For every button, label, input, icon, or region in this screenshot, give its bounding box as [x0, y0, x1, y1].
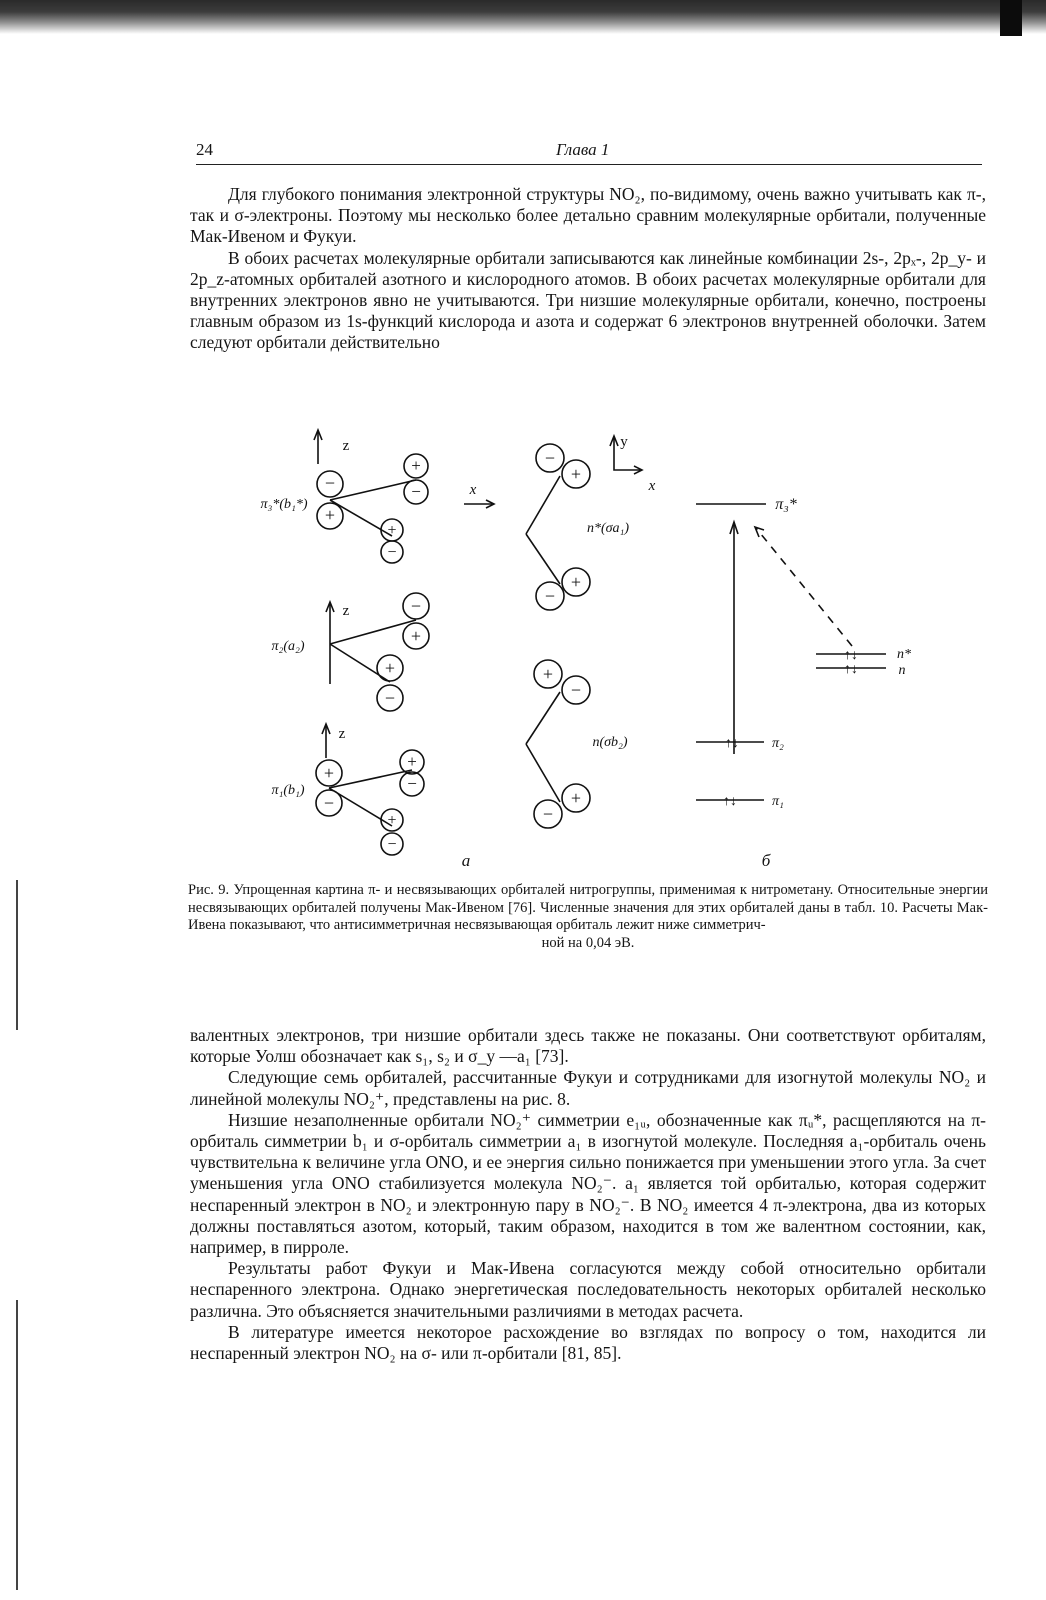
scan-edge-shadow [0, 0, 1046, 34]
orbital-label-pi1: π₁(b₁) [271, 783, 305, 798]
lobe-plus: + [570, 788, 582, 808]
lobe-minus: − [542, 804, 554, 824]
lobe-plus: + [570, 572, 582, 592]
orbital-label-pi2: π₂(a₂) [271, 639, 305, 654]
level-label-n-star: n* [897, 647, 911, 662]
lobe-plus: + [570, 464, 582, 484]
margin-mark [16, 1300, 18, 1590]
margin-mark [16, 880, 18, 1030]
lobe-minus: − [323, 793, 335, 813]
paragraph: Для глубокого понимания электронной структуры NO₂, по-видимому, очень важно учитывать как π-, так и σ-электроны. Поэтому мы несколько более детально сравним молекулярные орбитали, полученные Мак-Ивеном и Фукуи. [190, 184, 986, 247]
paragraph: Результаты работ Фукуи и Мак-Ивена согласуются между собой относительно орбитали неспаренного электрона. Однако энергетическая последовательность некоторых орбиталей несколько различна. Это объясняется значительными различиями в методах расчета. [190, 1258, 986, 1321]
electron-pair: ↑↓ [844, 648, 858, 663]
scan-edge-mark [1000, 0, 1022, 36]
figure-caption [188, 882, 988, 952]
lobe-plus: + [387, 522, 397, 539]
lobe-plus: + [410, 626, 422, 646]
lobe-minus: − [410, 596, 422, 616]
panel-label-a: а [461, 851, 471, 870]
lobe-minus: − [411, 482, 421, 501]
lobe-minus: − [407, 774, 417, 793]
body-text-top [190, 184, 986, 354]
level-label-pi3: π₃* [775, 496, 797, 513]
caption-label: Рис. 9. [188, 882, 230, 898]
running-header [196, 140, 982, 165]
lobe-plus: + [407, 752, 417, 771]
orbital-diagram [196, 424, 986, 874]
paragraph: Низшие незаполненные орбитали NO₂⁺ симметрии e₁ᵤ, обозначенные как πᵤ*, расщепляются на π-орбиталь симметрии b₁ и σ-орбиталь симметрии a₁ в изогнутой молекуле. Последняя a₁-орбиталь очень чувствительна к величине угла ONO, и ее энергия сильно понижается при уменьшении этого угла. За счет уменьшения угла ONO стабилизуется молекула NO₂⁻. a₁ является той орбиталью, которая содержит неспаренный электрон в NO₂ и электронную пару в NO₂⁻. В NO₂ имеется 4 π-электрона, два из которых должны поставляться азотом, который, таким образом, находится в том же валентном состоянии, как, например, в пирроле. [190, 1109, 986, 1258]
level-label-pi1: π₁ [772, 794, 784, 809]
figure-9 [196, 424, 986, 874]
lobe-minus: − [387, 836, 397, 853]
lobe-minus: − [544, 586, 556, 606]
electron-pair: ↑↓ [725, 736, 739, 751]
axis-label-z: z [338, 726, 346, 742]
chapter-title: Глава 1 [556, 140, 610, 159]
lobe-plus: + [323, 763, 335, 783]
axis-label-z: z [342, 438, 350, 454]
paragraph: В литературе имеется некоторое расхождение во взглядах по вопросу о том, находится ли неспаренный электрон NO₂ на σ- или π-орбитали [81, 85]. [190, 1321, 986, 1364]
lobe-minus: − [384, 688, 396, 708]
orbital-label-n: n(σb₂) [592, 735, 628, 750]
lobe-plus: + [384, 658, 396, 678]
orbital-label-pi3: π₃*(b₁*) [260, 497, 308, 512]
paragraph: В обоих расчетах молекулярные орбитали записываются как линейные комбинации 2s-, 2pₓ-, 2p_y- и 2p_z-атомных орбиталей азотного и кислородного атомов. В обоих расчетах молекулярные орбитали для внутренних электронов явно не учитываются. Три низшие молекулярные орбитали, конечно, построены главным образом из 1s-функций кислорода и азота и содержат 6 электронов внутренней оболочки. Затем следуют орбитали действительно [190, 247, 986, 353]
orbital-label-n-star: n*(σa₁) [586, 521, 630, 536]
level-label-n: n [898, 663, 906, 678]
paragraph: валентных электронов, три низшие орбитали здесь также не показаны. Они соответствуют орбиталям, которые Уолш обозначает как s₁, s₂ и σ_y —a₁ [73]. [190, 1025, 986, 1067]
caption-last-line: ной на 0,04 эВ. [541, 934, 635, 951]
lobe-plus: + [411, 456, 421, 475]
page-number: 24 [196, 140, 213, 159]
axis-label-x: x [648, 478, 656, 494]
axis-label-z: z [342, 603, 350, 619]
paragraph: Следующие семь орбиталей, рассчитанные Фукуи и сотрудниками для изогнутой молекулы NO₂ и линейной молекулы NO₂⁺, представлены на рис. 8. [190, 1067, 986, 1109]
lobe-minus: − [544, 448, 556, 468]
caption-text: Упрощенная картина π- и несвязывающих орбиталей нитрогруппы, применимая к нитрометану. Относительные энергии несвязывающих орбиталей получены Мак-Ивеном [76]. Численные значения для этих орбиталей даны в табл. 10. Расчеты Мак-Ивена показывают, что антисимметричная несвязывающая орбиталь лежит ниже симметрич- [188, 882, 989, 934]
axis-label-x: x [469, 482, 477, 498]
body-text-bottom [190, 1025, 986, 1364]
level-label-pi2: π₂ [772, 736, 784, 751]
lobe-plus: + [387, 812, 397, 829]
axis-label-y: y [620, 434, 628, 450]
lobe-minus: − [570, 680, 582, 700]
lobe-minus: − [387, 544, 397, 561]
electron-pair: ↑↓ [844, 662, 858, 677]
electron-pair: ↑↓ [723, 794, 737, 809]
panel-label-b: б [761, 851, 771, 870]
lobe-minus: − [324, 473, 336, 493]
lobe-plus: + [542, 664, 554, 684]
lobe-plus: + [324, 505, 336, 525]
